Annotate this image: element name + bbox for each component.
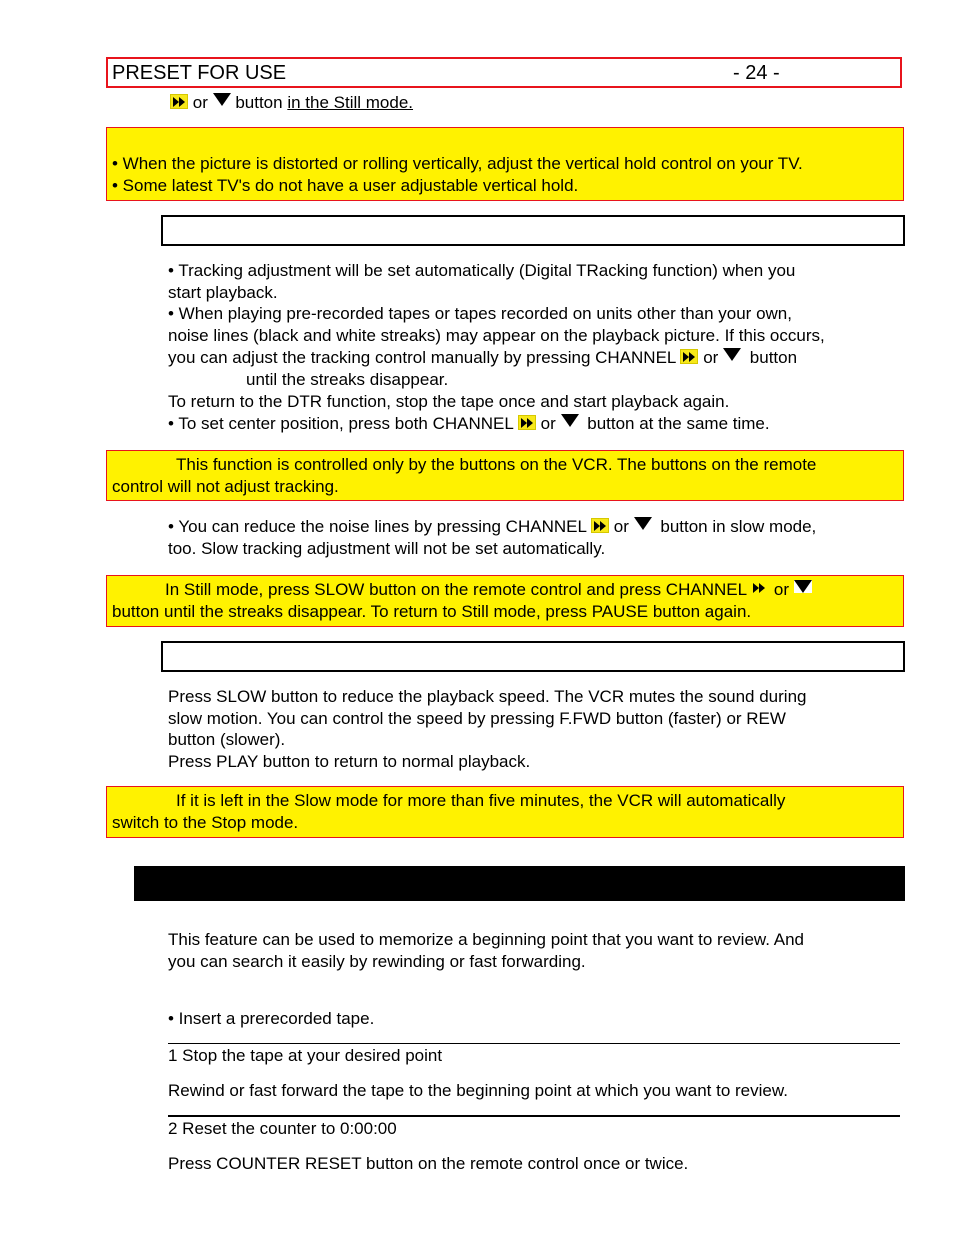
divider <box>168 1043 900 1044</box>
paragraph-line: until the streaks disappear. <box>246 370 449 389</box>
paragraph-line: noise lines (black and white streaks) may appear on the playback picture. If this occurs, <box>168 326 825 345</box>
fast-forward-icon <box>170 94 188 109</box>
paragraph-line: too. Slow tracking adjustment will not be set automatically. <box>168 539 606 558</box>
paragraph-line: slow motion. You can control the speed by pressing F.FWD button (faster) or REW <box>168 709 786 728</box>
note-line: This function is controlled only by the buttons on the VCR. The buttons on the remote <box>176 455 817 474</box>
note-line <box>165 579 812 601</box>
down-arrow-icon <box>213 93 231 106</box>
note-still-mode <box>106 575 904 627</box>
text-span: button <box>749 348 798 367</box>
or-text: or <box>703 348 719 367</box>
paragraph-line: Press PLAY button to return to normal playback. <box>168 752 531 771</box>
down-arrow-icon <box>723 348 741 361</box>
down-arrow-icon <box>561 414 579 427</box>
step-title: 2 Reset the counter to 0:00:00 <box>168 1119 397 1138</box>
fast-forward-icon <box>751 581 769 596</box>
or-text: or <box>192 93 208 112</box>
top-line <box>170 92 413 114</box>
paragraph-line: • When playing pre-recorded tapes or tapes recorded on units other than your own, <box>168 304 792 323</box>
paragraph-line: you can search it easily by rewinding or fast forwarding. <box>168 952 586 971</box>
paragraph-line: start playback. <box>168 283 278 302</box>
paragraph-line <box>168 516 816 538</box>
paragraph-line: This feature can be used to memorize a beginning point that you want to review. And <box>168 930 804 949</box>
text-span: • You can reduce the noise lines by pressing CHANNEL <box>168 517 587 536</box>
paragraph-line <box>168 347 797 369</box>
note-line: If it is left in the Slow mode for more than five minutes, the VCR will automatically <box>176 791 786 810</box>
paragraph-line: button (slower). <box>168 730 286 749</box>
fast-forward-icon <box>518 415 536 430</box>
note-slow-timeout <box>106 786 904 838</box>
section-heading-box <box>161 641 905 672</box>
or-text: or <box>613 517 629 536</box>
page-header-title: PRESET FOR USE <box>112 62 287 84</box>
text-span: • To set center position, press both CHANNEL <box>168 414 514 433</box>
note-line: control will not adjust tracking. <box>112 477 339 496</box>
page-number: - 24 - <box>733 62 780 84</box>
or-text: or <box>540 414 556 433</box>
note-vcr-buttons <box>106 450 904 501</box>
fast-forward-icon <box>591 518 609 533</box>
note-line: switch to the Stop mode. <box>112 813 299 832</box>
section-heading-box <box>161 215 905 246</box>
text-span: you can adjust the tracking control manually by pressing CHANNEL <box>168 348 676 367</box>
note-line: button until the streaks disappear. To return to Still mode, press PAUSE button again. <box>112 602 752 621</box>
note-line: • Some latest TV's do not have a user adjustable vertical hold. <box>112 176 579 195</box>
paragraph-line: To return to the DTR function, stop the tape once and start playback again. <box>168 392 730 411</box>
text-span: In Still mode, press SLOW button on the remote control and press CHANNEL <box>165 580 747 599</box>
section-title-bar <box>134 866 905 901</box>
or-text: or <box>773 580 790 599</box>
button-text: button <box>235 93 288 112</box>
still-mode-text: in the Still mode. <box>287 93 414 112</box>
paragraph-line: • Insert a prerecorded tape. <box>168 1009 375 1028</box>
paragraph-line <box>168 413 770 435</box>
down-arrow-icon <box>794 580 812 593</box>
note-line: • When the picture is distorted or rolling vertically, adjust the vertical hold control on your TV. <box>112 154 803 173</box>
fast-forward-icon <box>680 349 698 364</box>
text-span: button in slow mode, <box>660 517 817 536</box>
down-arrow-icon <box>634 517 652 530</box>
step-body: Rewind or fast forward the tape to the beginning point at which you want to review. <box>168 1081 788 1100</box>
paragraph-line: Press SLOW button to reduce the playback speed. The VCR mutes the sound during <box>168 687 807 706</box>
paragraph-line: • Tracking adjustment will be set automatically (Digital TRacking function) when you <box>168 261 796 280</box>
step-title: 1 Stop the tape at your desired point <box>168 1046 443 1065</box>
divider <box>168 1115 900 1117</box>
note-vertical-hold <box>106 127 904 201</box>
text-span: button at the same time. <box>587 414 770 433</box>
step-body: Press COUNTER RESET button on the remote control once or twice. <box>168 1154 689 1173</box>
